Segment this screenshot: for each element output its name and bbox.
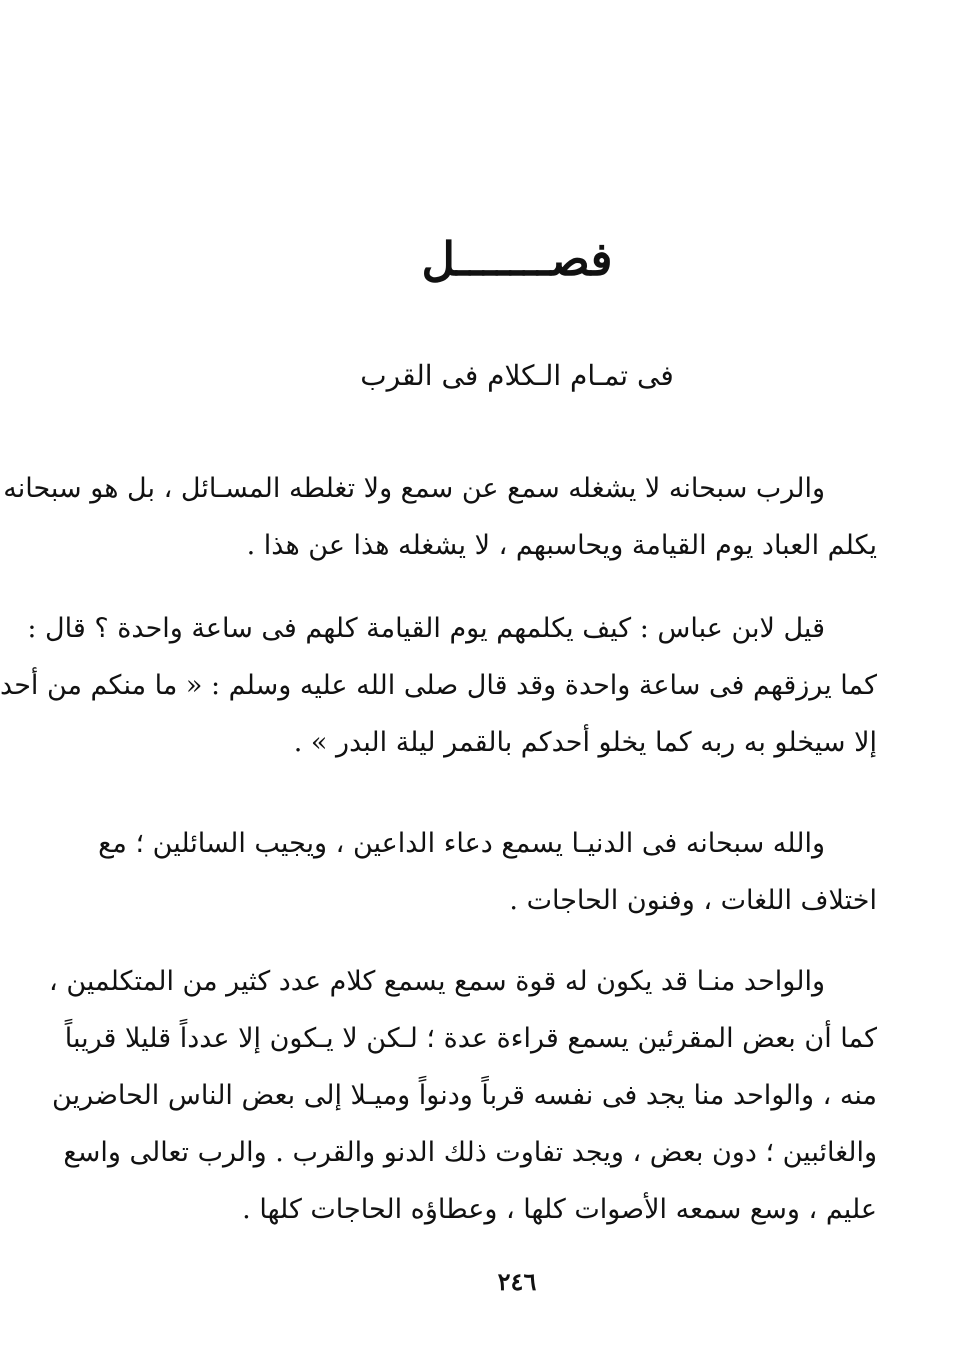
paragraph-line: والرب سبحانه لا يشغله سمع عن سمع ولا تغلطه المسـائل ، بل هو سبحانه [3,473,825,504]
paragraph-line: والله سبحانه فى الدنيـا يسمع دعاء الداعين ، ويجيب السائلين ؛ مع [98,828,825,859]
paragraph-line: والواحد منـا قد يكون له قوة سمع يسمع كلام عدد كثير من المتكلمين ، [49,966,825,997]
paragraph-4 [49,953,877,1238]
paragraph-line: كما يرزقهم فى ساعة واحدة وقد قال صلى الله عليه وسلم : « ما منكم من أحد [0,670,877,701]
paragraph-line: إلا سيخلو به ربه كما يخلو أحدكم بالقمر ليلة البدر » . [293,727,877,758]
paragraph-line: عليم ، وسع سمعه الأصوات كلها ، وعطاؤه الحاجات كلها . [242,1194,877,1225]
chapter-subtitle [59,358,975,394]
paragraph-2 [0,600,877,771]
paragraph-1 [3,460,877,574]
chapter-subtitle-text: فى تمـام الـكلام فى القرب [360,359,674,392]
paragraph-line: يكلم العباد يوم القيامة ويحاسبهم ، لا يشغله هذا عن هذا . [246,530,877,561]
paragraph-3 [98,815,877,929]
paragraph-line: منه ، والواحد منا يجد فى نفسه قرباً ودنواً وميـلا إلى بعض الناس الحاضرين [52,1080,877,1111]
paragraph-line: كما أن بعض المقرئين يسمع قراءة عدة ؛ لـكن لا يـكون إلا عدداً قليلا قريباً [64,1023,877,1054]
paragraph-line: قيل لابن عباس : كيف يكلمهم يوم القيامة كلهم فى ساعة واحدة ؟ قال : [27,613,825,644]
paragraph-line: اختلاف اللغات ، وفنون الحاجات . [509,885,877,916]
chapter-title [59,232,975,287]
paragraph-line: والغائبين ؛ دون بعض ، ويجد تفاوت ذلك الدنو والقرب . والرب تعالى واسع [63,1137,877,1168]
page-number [59,1268,975,1297]
page-number-text: ٢٤٦ [497,1267,537,1296]
chapter-title-text: فصـــــــل [421,232,613,286]
